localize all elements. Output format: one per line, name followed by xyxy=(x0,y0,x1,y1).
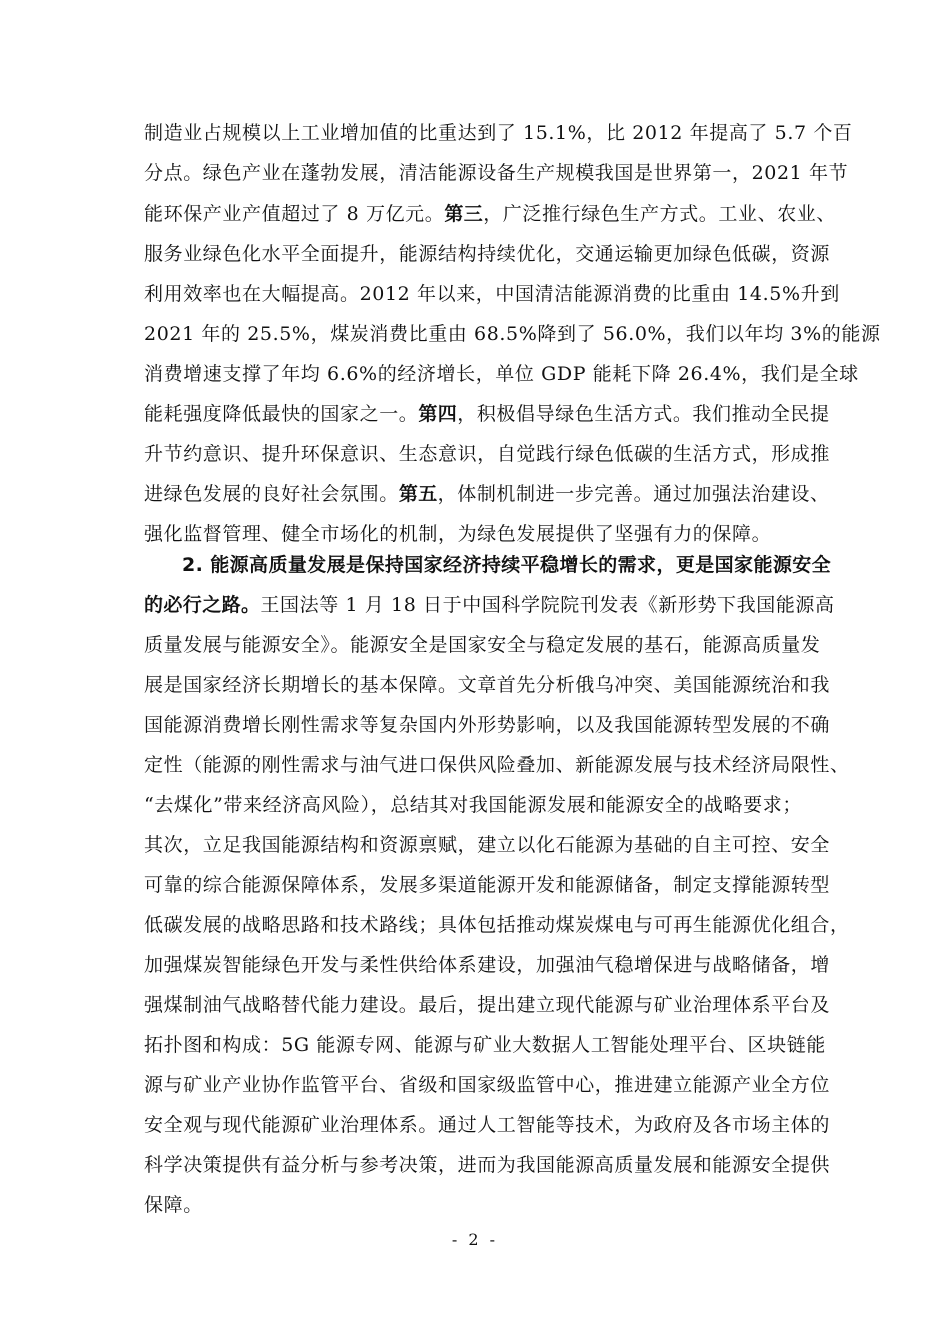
emphasis-fourth: 第四 xyxy=(418,403,458,425)
paragraph-line: 源与矿业产业协作监管平台、省级和国家级监管中心，推进建立能源产业全方位 xyxy=(144,1074,831,1096)
paragraph-line: 利用效率也在大幅提高。2012 年以来，中国清洁能源消费的比重由 14.5%升到 xyxy=(144,283,840,305)
line-text: 进绿色发展的良好社会氛围。 xyxy=(144,483,399,505)
paragraph-line: 定性（能源的刚性需求与油气进口保供风险叠加、新能源发展与技术经济局限性、 xyxy=(144,754,850,776)
paragraph-line xyxy=(144,402,830,426)
paragraph-line: 制造业占规模以上工业增加值的比重达到了 15.1%，比 2012 年提高了 5.7 个百 xyxy=(144,122,853,144)
paragraph-line: 分点。绿色产业在蓬勃发展，清洁能源设备生产规模我国是世界第一，2021 年节 xyxy=(144,162,849,184)
paragraph-line: 消费增速支撑了年均 6.6%的经济增长，单位 GDP 能耗下降 26.4%，我们是全球 xyxy=(144,363,859,385)
line-text: ，广泛推行绿色生产方式。工业、农业、 xyxy=(483,203,836,225)
line-text: 能环保产业产值超过了 8 万亿元。 xyxy=(144,203,445,225)
paragraph-line: 保障。 xyxy=(144,1194,203,1216)
emphasis-fifth: 第五 xyxy=(398,483,438,505)
paragraph-line: 2021 年的 25.5%，煤炭消费比重由 68.5%降到了 56.0%，我们以年均 3%的能源 xyxy=(144,323,881,345)
paragraph-line: 展是国家经济长期增长的基本保障。文章首先分析俄乌冲突、美国能源统治和我 xyxy=(144,674,831,696)
page-number: - 2 - xyxy=(451,1230,499,1249)
paragraph-line: 低碳发展的战略思路和技术路线；具体包括推动煤炭煤电与可再生能源优化组合， xyxy=(144,914,850,936)
paragraph-line xyxy=(144,482,830,506)
line-text: ，积极倡导绿色生活方式。我们推动全民提 xyxy=(457,403,830,425)
paragraph-line: 升节约意识、提升环保意识、生态意识，自觉践行绿色低碳的生活方式，形成推 xyxy=(144,443,831,465)
line-text: 王国法等 1 月 18 日于中国科学院院刊发表《新形势下我国能源高 xyxy=(260,594,835,616)
paragraph-line: 安全观与现代能源矿业治理体系。通过人工智能等技术，为政府及各市场主体的 xyxy=(144,1114,831,1136)
paragraph-line: 强化监督管理、健全市场化的机制，为绿色发展提供了坚强有力的保障。 xyxy=(144,523,772,545)
section-heading-end: 的必行之路。 xyxy=(144,594,261,616)
paragraph-line: 服务业绿色化水平全面提升，能源结构持续优化，交通运输更加绿色低碳，资源 xyxy=(144,243,831,265)
paragraph-line: 强煤制油气战略替代能力建设。最后，提出建立现代能源与矿业治理体系平台及 xyxy=(144,994,831,1016)
emphasis-third: 第三 xyxy=(444,203,484,225)
paragraph-line: 可靠的综合能源保障体系，发展多渠道能源开发和能源储备，制定支撑能源转型 xyxy=(144,874,831,896)
paragraph-line: 科学决策提供有益分析与参考决策，进而为我国能源高质量发展和能源安全提供 xyxy=(144,1154,831,1176)
line-text: ，体制机制进一步完善。通过加强法治建设、 xyxy=(437,483,830,505)
paragraph-line: 质量发展与能源安全》。能源安全是国家安全与稳定发展的基石，能源高质量发 xyxy=(144,634,821,656)
paragraph-line xyxy=(182,553,832,577)
paragraph-line: 国能源消费增长刚性需求等复杂国内外形势影响，以及我国能源转型发展的不确 xyxy=(144,714,831,736)
paragraph-line: 加强煤炭智能绿色开发与柔性供给体系建设，加强油气稳增保进与战略储备，增 xyxy=(144,954,831,976)
paragraph-line: 其次，立足我国能源结构和资源禀赋，建立以化石能源为基础的自主可控、安全 xyxy=(144,834,831,856)
paragraph-line xyxy=(144,202,836,226)
section-heading: 2. 能源高质量发展是保持国家经济持续平稳增长的需求，更是国家能源安全 xyxy=(182,554,832,576)
line-text: 能耗强度降低最快的国家之一。 xyxy=(144,403,419,425)
paragraph-line: 拓扑图和构成：5G 能源专网、能源与矿业大数据人工智能处理平台、区块链能 xyxy=(144,1034,826,1056)
paragraph-line xyxy=(144,593,835,617)
paragraph-line: “去煤化”带来经济高风险），总结其对我国能源发展和能源安全的战略要求； xyxy=(144,794,802,816)
